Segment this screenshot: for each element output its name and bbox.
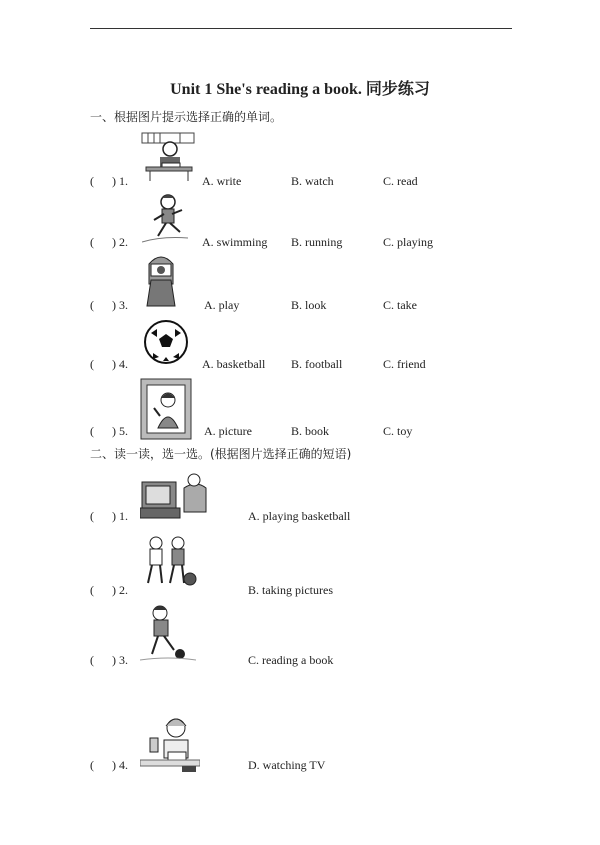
option-b: B. book [291, 424, 330, 438]
option-c: C. toy [383, 424, 413, 438]
option-a: A. play [204, 298, 240, 312]
section1-heading: 一、根据图片提示选择正确的单词。 [90, 110, 283, 124]
option-b: B. watch [291, 174, 334, 188]
option-a: A. swimming [202, 235, 268, 249]
s2-question-3 [90, 653, 420, 669]
answer-blank[interactable]: ( ) 3. [90, 298, 128, 312]
phrase-option: B. taking pictures [248, 583, 333, 597]
option-a: A. basketball [202, 357, 266, 371]
top-rule [90, 28, 512, 29]
option-c: C. read [383, 174, 418, 188]
s1-question-1 [90, 174, 510, 190]
s2-question-4 [90, 758, 420, 774]
answer-blank[interactable]: ( ) 1. [90, 509, 128, 523]
answer-blank[interactable]: ( ) 3. [90, 653, 128, 667]
option-a: A. write [202, 174, 242, 188]
answer-blank[interactable]: ( ) 1. [90, 174, 128, 188]
s1-question-4 [90, 357, 510, 373]
s1-question-3 [90, 298, 510, 314]
answer-blank[interactable]: ( ) 4. [90, 758, 128, 772]
option-c: C. take [383, 298, 417, 312]
answer-blank[interactable]: ( ) 5. [90, 424, 128, 438]
option-b: B. football [291, 357, 343, 371]
answer-blank[interactable]: ( ) 2. [90, 583, 128, 597]
section2-heading: 二、读一读，选一选。(根据图片选择正确的短语) [90, 447, 352, 461]
s2-question-1 [90, 509, 420, 525]
s1-question-2 [90, 235, 510, 251]
phrase-option: A. playing basketball [248, 509, 351, 523]
option-c: C. friend [383, 357, 426, 371]
option-c: C. playing [383, 235, 433, 249]
phrase-option: D. watching TV [248, 758, 326, 772]
phrase-option: C. reading a book [248, 653, 334, 667]
answer-blank[interactable]: ( ) 4. [90, 357, 128, 371]
option-b: B. running [291, 235, 343, 249]
s2-question-2 [90, 583, 420, 599]
answer-blank[interactable]: ( ) 2. [90, 235, 128, 249]
s1-question-5 [90, 424, 510, 440]
option-a: A. picture [204, 424, 252, 438]
page-title: Unit 1 She's reading a book. 同步练习 [170, 81, 430, 98]
option-b: B. look [291, 298, 327, 312]
